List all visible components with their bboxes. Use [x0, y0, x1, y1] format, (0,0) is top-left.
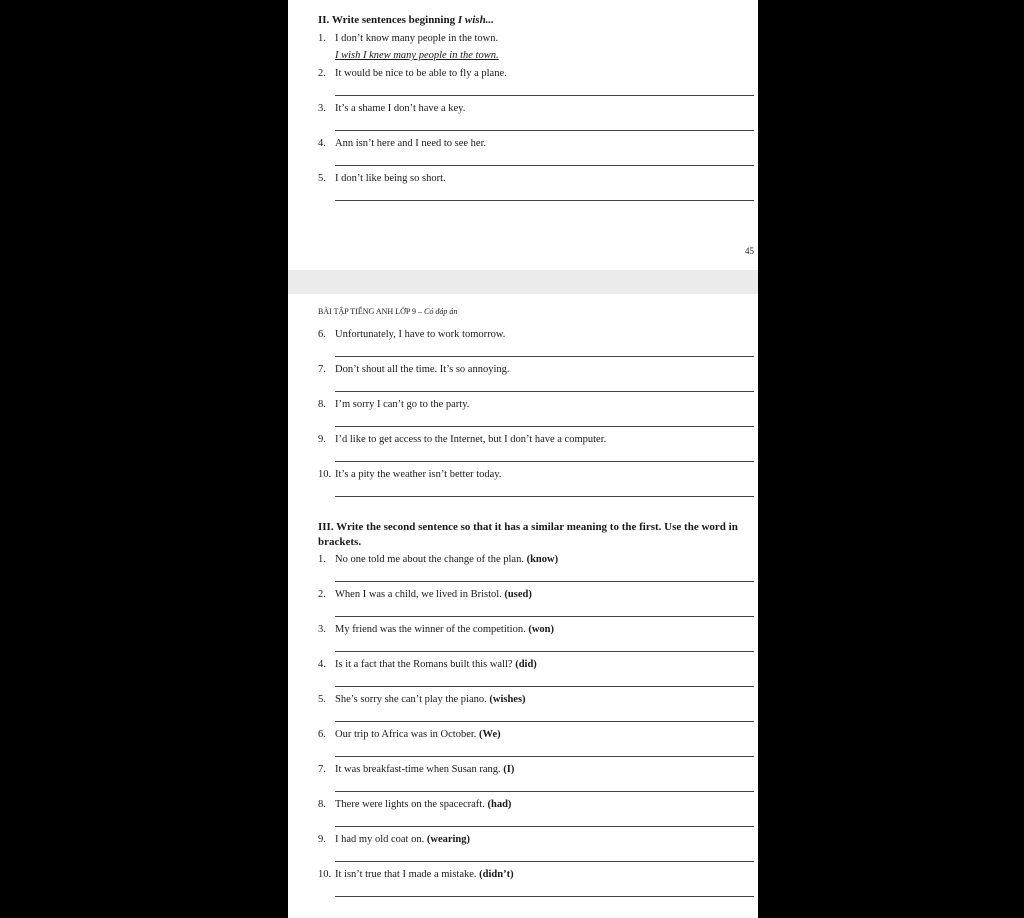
section-2-title: II. Write sentences beginning [318, 14, 458, 26]
item-text: It would be nice to be able to fly a plane. [335, 68, 507, 79]
item-text: It isn’t true that I made a mistake. [335, 869, 480, 880]
answer-line[interactable] [335, 165, 754, 166]
item-text: It’s a shame I don’t have a key. [335, 103, 466, 114]
answer-line[interactable] [335, 616, 754, 617]
bracket-word: (know) [526, 554, 559, 565]
item-number: 10. [318, 869, 332, 880]
example-answer: I wish I knew many people in the town. [335, 50, 499, 61]
item-text: I’d like to get access to the Internet, but I don’t have a computer. [335, 434, 607, 445]
item-text: I had my old coat on. [335, 834, 427, 845]
answer-line[interactable] [335, 721, 754, 722]
bracket-word: (used) [504, 589, 532, 600]
answer-line[interactable] [335, 461, 754, 462]
item-text: She’s sorry she can’t play the piano. [335, 694, 490, 705]
answer-line[interactable] [335, 426, 754, 427]
item-number: 4. [318, 659, 326, 670]
item-number: 2. [318, 68, 326, 79]
bracket-word: (We) [479, 729, 501, 740]
item-number: 9. [318, 834, 326, 845]
exercise-item [318, 694, 752, 705]
exercise-item [318, 399, 752, 410]
item-text: Don’t shout all the time. It’s so annoying. [335, 364, 510, 375]
running-header-text: BÀI TẬP TIẾNG ANH LỚP 9 – [318, 307, 425, 316]
item-number: 6. [318, 329, 326, 340]
answer-line[interactable] [335, 826, 754, 827]
item-text: No one told me about the change of the plan. [335, 554, 527, 565]
item-text: There were lights on the spacecraft. [335, 799, 488, 810]
item-number: 5. [318, 694, 326, 705]
answer-line[interactable] [335, 200, 754, 201]
answer-line[interactable] [335, 896, 754, 897]
section-3-heading: III. Write the second sentence so that it has a similar meaning to the first. Use the word in brackets. [318, 521, 738, 548]
answer-line[interactable] [335, 791, 754, 792]
item-text: I don’t know many people in the town. [335, 33, 499, 44]
exercise-item [318, 554, 752, 565]
item-text: It was breakfast-time when Susan rang. [335, 764, 504, 775]
answer-line[interactable] [335, 95, 754, 96]
exercise-item [318, 659, 752, 670]
exercise-item [318, 173, 752, 184]
bracket-word: (won) [528, 624, 554, 635]
item-text: Is it a fact that the Romans built this wall? [335, 659, 516, 670]
item-text: I don’t like being so short. [335, 173, 446, 184]
item-text: It’s a pity the weather isn’t better today. [335, 469, 502, 480]
exercise-item [318, 364, 752, 375]
item-text: Unfortunately, I have to work tomorrow. [335, 329, 506, 340]
exercise-item [318, 68, 752, 79]
exercise-item [318, 138, 752, 149]
item-number: 1. [318, 554, 326, 565]
exercise-item [318, 33, 752, 44]
answer-line[interactable] [335, 130, 754, 131]
item-number: 10. [318, 469, 332, 480]
item-number: 9. [318, 434, 326, 445]
item-number: 7. [318, 764, 326, 775]
answer-line[interactable] [335, 356, 754, 357]
bracket-word: (wishes) [489, 694, 526, 705]
page-separator [288, 270, 758, 294]
worksheet-page-1 [288, 0, 758, 270]
exercise-item [318, 624, 752, 635]
exercise-item [318, 469, 752, 480]
exercise-item [318, 329, 752, 340]
bracket-word: (did) [515, 659, 537, 670]
exercise-item [318, 434, 752, 445]
answer-line[interactable] [335, 651, 754, 652]
running-header-emphasis: Có đáp án [424, 307, 458, 316]
item-number: 6. [318, 729, 326, 740]
exercise-item [318, 589, 752, 600]
bracket-word: (wearing) [426, 834, 471, 845]
answer-line[interactable] [335, 686, 754, 687]
bracket-word: (had) [487, 799, 512, 810]
page-number: 45 [745, 246, 754, 256]
exercise-item [318, 764, 752, 775]
item-number: 4. [318, 138, 326, 149]
item-number: 3. [318, 624, 326, 635]
exercise-item [318, 834, 752, 845]
item-number: 5. [318, 173, 326, 184]
section-2-title-emphasis: I wish... [457, 14, 494, 26]
item-text: Our trip to Africa was in October. [335, 729, 480, 740]
item-text: When I was a child, we lived in Bristol. [335, 589, 505, 600]
item-number: 8. [318, 799, 326, 810]
exercise-item [318, 729, 752, 740]
worksheet-page-2 [288, 294, 758, 918]
section-2-heading [318, 14, 494, 26]
bracket-word: (didn’t) [479, 869, 514, 880]
item-text: I’m sorry I can’t go to the party. [335, 399, 470, 410]
item-text: Ann isn’t here and I need to see her. [335, 138, 487, 149]
item-number: 8. [318, 399, 326, 410]
answer-line[interactable] [335, 861, 754, 862]
item-text: My friend was the winner of the competition. [335, 624, 529, 635]
exercise-item [318, 103, 752, 114]
exercise-item [318, 869, 752, 880]
answer-line[interactable] [335, 756, 754, 757]
item-number: 1. [318, 33, 326, 44]
answer-line[interactable] [335, 581, 754, 582]
item-number: 2. [318, 589, 326, 600]
answer-line[interactable] [335, 496, 754, 497]
exercise-item [318, 799, 752, 810]
answer-line[interactable] [335, 391, 754, 392]
bracket-word: (I) [503, 764, 515, 775]
item-number: 7. [318, 364, 326, 375]
item-number: 3. [318, 103, 326, 114]
running-header [318, 307, 457, 316]
